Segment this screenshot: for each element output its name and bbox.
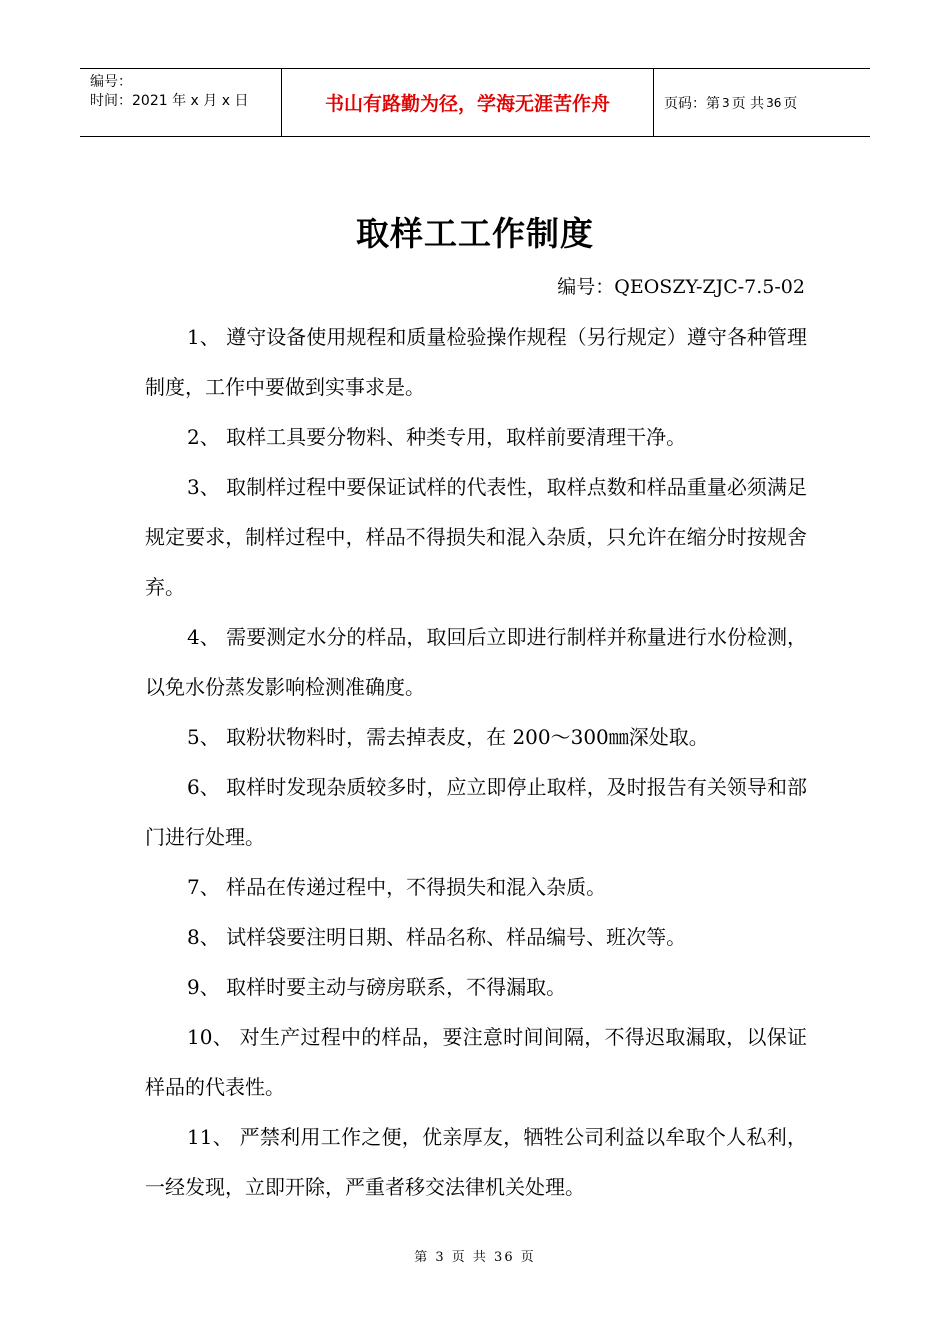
page-prefix: 页码：第 <box>664 95 720 112</box>
page-mid: 页 共 <box>731 95 765 112</box>
header-meta-cell <box>80 69 282 136</box>
page-total: 36 <box>766 95 782 110</box>
rule-item: 1、 遵守设备使用规程和质量检验操作规程（另行规定）遵守各种管理制度，工作中要做到实事求是。 <box>145 325 807 399</box>
header-table <box>80 68 870 137</box>
page-footer: 第 3 页 共 36 页 <box>414 1250 536 1265</box>
rule-item: 8、 试样袋要注明日期、样品名称、样品编号、班次等。 <box>187 925 687 949</box>
header-page-info <box>654 69 870 136</box>
rule-item: 9、 取样时要主动与磅房联系，不得漏取。 <box>187 975 567 999</box>
document-body <box>145 312 807 1212</box>
rule-item: 7、 样品在传递过程中，不得损失和混入杂质。 <box>187 875 607 899</box>
rule-item: 4、 需要测定水分的样品，取回后立即进行制样并称量进行水份检测，以免水份蒸发影响检测准确度。 <box>145 625 807 699</box>
rule-item: 6、 取样时发现杂质较多时，应立即停止取样，及时报告有关领导和部门进行处理。 <box>145 775 807 849</box>
rule-item: 2、 取样工具要分物料、种类专用，取样前要清理干净。 <box>187 425 687 449</box>
header-motto: 书山有路勤为径，学海无涯苦作舟 <box>282 69 654 136</box>
date-line: 时间：2021 年 x 月 x 日 <box>90 93 249 109</box>
rule-item: 5、 取粉状物料时，需去掉表皮，在 200～300㎜深处取。 <box>187 725 709 749</box>
document-number: 编号：QEOSZY-ZJC-7.5-02 <box>557 276 805 298</box>
document-title: 取样工工作制度 <box>356 214 594 253</box>
number-label: 编号： <box>90 74 132 90</box>
rule-item: 11、 严禁利用工作之便，优亲厚友，牺牲公司利益以牟取个人私利，一经发现，立即开除，严重者移交法律机关处理。 <box>145 1125 807 1199</box>
rule-item: 3、 取制样过程中要保证试样的代表性，取样点数和样品重量必须满足规定要求，制样过程中，样品不得损失和混入杂质，只允许在缩分时按规舍弃。 <box>145 475 807 599</box>
rule-item: 10、 对生产过程中的样品，要注意时间间隔，不得迟取漏取，以保证样品的代表性。 <box>145 1025 807 1099</box>
page-number: 3 <box>722 95 730 110</box>
page-suffix: 页 <box>783 95 798 112</box>
